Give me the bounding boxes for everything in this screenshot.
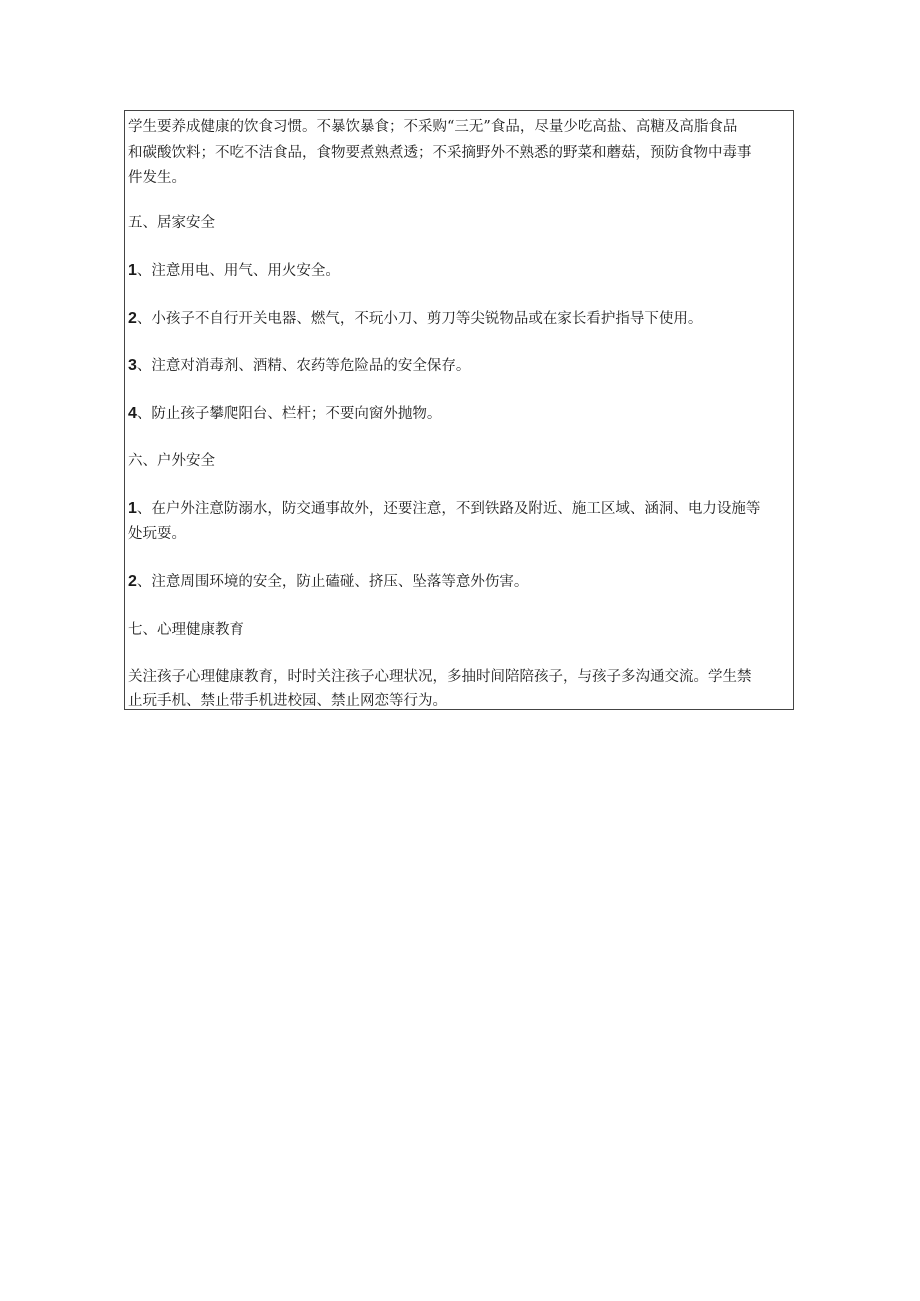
item-text: 、防止孩子攀爬阳台、栏杆；不要向窗外抛物。 xyxy=(136,406,442,422)
section-6-item-1 xyxy=(128,497,792,521)
section-5-item-2 xyxy=(128,307,792,331)
section-5-item-4 xyxy=(128,402,792,426)
intro-line-2: 和碳酸饮料；不吃不洁食品，食物要煮熟煮透；不采摘野外不熟悉的野菜和蘑菇，预防食物中毒事 xyxy=(128,145,752,161)
section-6-item-2 xyxy=(128,570,792,594)
section-5-heading: 五、居家安全 xyxy=(128,215,215,231)
document-content-box xyxy=(124,110,794,710)
item-text: 、注意用电、用气、用火安全。 xyxy=(136,263,340,279)
item-text: 、在户外注意防溺水，防交通事故外，还要注意，不到铁路及附近、施工区域、涵洞、电力设施等 xyxy=(136,501,761,517)
intro-line-1: 学生要养成健康的饮食习惯。不暴饮暴食；不采购“三无”食品，尽量少吃高盐、高糖及高脂食品 xyxy=(128,119,738,135)
item-text: 、注意周围环境的安全，防止磕碰、挤压、坠落等意外伤害。 xyxy=(136,574,529,590)
item-text: 、注意对消毒剂、酒精、农药等危险品的安全保存。 xyxy=(136,358,471,374)
section-6-heading: 六、户外安全 xyxy=(128,453,215,469)
section-6-item-1-continuation: 处玩耍。 xyxy=(128,526,186,542)
section-7-heading: 七、心理健康教育 xyxy=(128,622,244,638)
item-number: 4 xyxy=(128,405,137,422)
intro-line-3: 件发生。 xyxy=(128,170,186,186)
item-number: 1 xyxy=(128,262,137,279)
item-number: 1 xyxy=(128,500,137,517)
item-number: 2 xyxy=(128,310,137,327)
section-7-line-1: 关注孩子心理健康教育，时时关注孩子心理状况，多抽时间陪陪孩子，与孩子多沟通交流。学生禁 xyxy=(128,669,752,685)
section-5-item-1 xyxy=(128,259,792,283)
item-number: 3 xyxy=(128,357,137,374)
item-text: 、小孩子不自行开关电器、燃气，不玩小刀、剪刀等尖锐物品或在家长看护指导下使用。 xyxy=(136,311,703,327)
section-5-item-3 xyxy=(128,354,792,378)
section-7-line-2: 止玩手机、禁止带手机进校园、禁止网恋等行为。 xyxy=(128,693,447,709)
item-number: 2 xyxy=(128,573,137,590)
